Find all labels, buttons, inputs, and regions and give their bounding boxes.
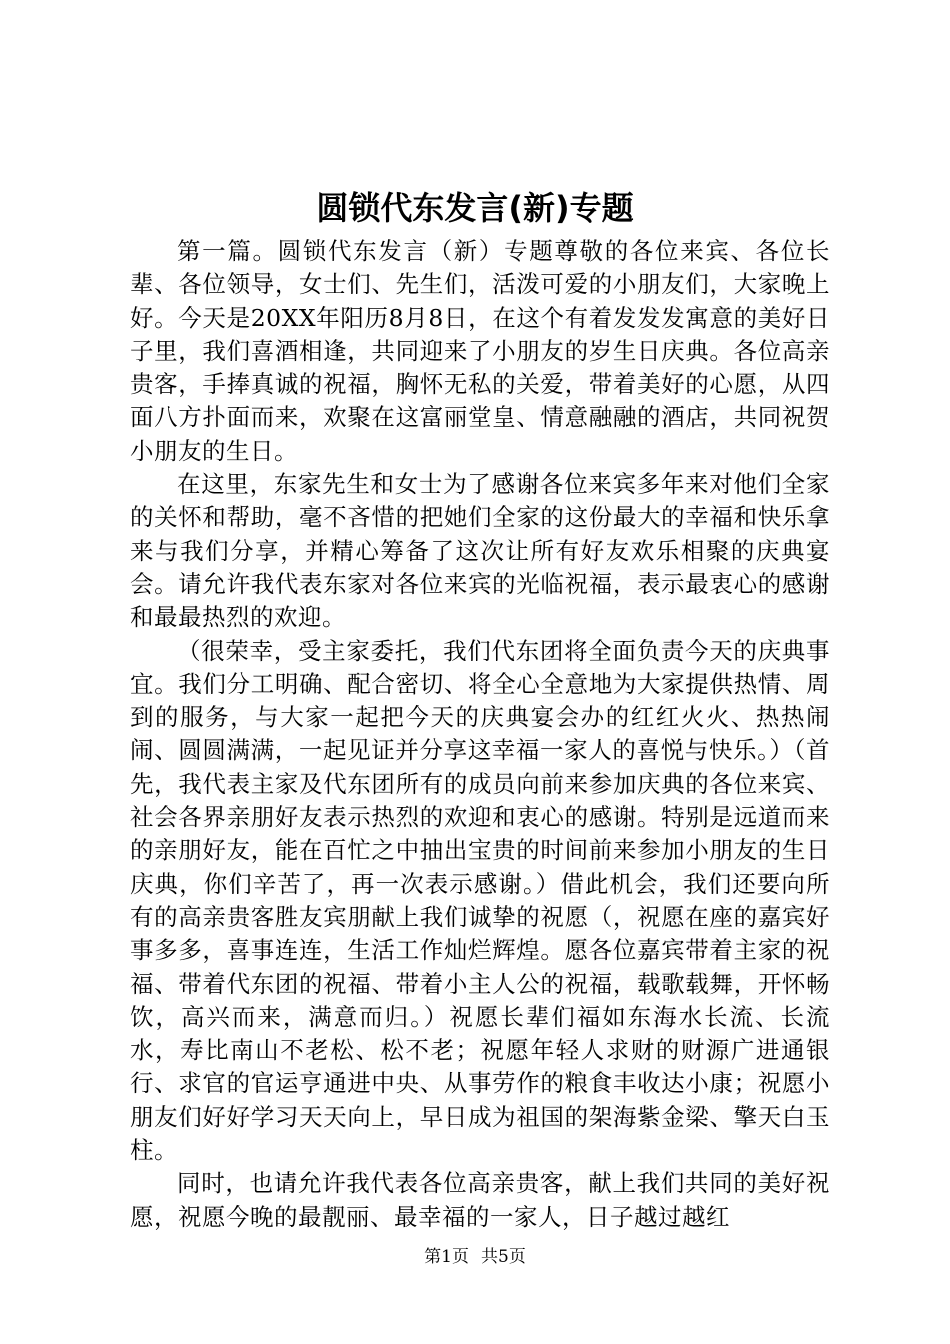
page-number: 第1页 [424, 1247, 469, 1267]
paragraph-2: 在这里，东家先生和女士为了感谢各位来宾多年来对他们全家的关怀和帮助，毫不吝惜的把她们全家的这份最大的幸福和快乐拿来与我们分享，并精心筹备了这次让所有好友欢乐相聚的庆典宴会。请允许我代表东家对各位来宾的光临祝福，表示最衷心的感谢和最最热烈的欢迎。 [130, 470, 830, 632]
paragraph-4: 同时，也请允许我代表各位高亲贵客，献上我们共同的美好祝愿，祝愿今晚的最靓丽、最幸福的一家人，日子越过越红 [130, 1169, 830, 1231]
page-footer [0, 1246, 950, 1268]
paragraph-3: （很荣幸，受主家委托，我们代东团将全面负责今天的庆典事宜。我们分工明确、配合密切、将全心全意地为大家提供热情、周到的服务，与大家一起把今天的庆典宴会办的红红火火、热热闹闹、圆圆满满，一起见证并分享这幸福一家人的喜悦与快乐。）（首先，我代表主家及代东团所有的成员向前来参加庆典的各位来宾、社会各界亲朋好友表示热烈的欢迎和衷心的感谢。特别是远道而来的亲朋好友，能在百忙之中抽出宝贵的时间前来参加小朋友的生日庆典，你们辛苦了，再一次表示感谢。）借此机会，我们还要向所有的高亲贵客胜友宾朋献上我们诚挚的祝愿（，祝愿在座的嘉宾好事多多，喜事连连，生活工作灿烂辉煌。愿各位嘉宾带着主家的祝福、带着代东团的祝福、带着小主人公的祝福，载歌载舞，开怀畅饮，高兴而来，满意而归。）祝愿长辈们福如东海水长流、长流水，寿比南山不老松、松不老；祝愿年轻人求财的财源广进通银行、求官的官运亨通进中央、从事劳作的粮食丰收达小康；祝愿小朋友们好好学习天天向上，早日成为祖国的架海紫金梁、擎天白玉柱。 [130, 636, 830, 1165]
document-body [130, 235, 830, 1234]
page-title: 圆锁代东发言(新)专题 [316, 189, 634, 227]
page-total: 共5页 [481, 1247, 526, 1267]
paragraph-1: 第一篇。圆锁代东发言（新）专题尊敬的各位来宾、各位长辈、各位领导，女士们、先生们，活泼可爱的小朋友们，大家晚上好。今天是20XX年阳历8月8日，在这个有着发发发寓意的美好日子里，我们喜酒相逢，共同迎来了小朋友的岁生日庆典。各位高亲贵客，手捧真诚的祝福，胸怀无私的关爱，带着美好的心愿，从四面八方扑面而来，欢聚在这富丽堂皇、情意融融的酒店，共同祝贺小朋友的生日。 [130, 237, 830, 465]
